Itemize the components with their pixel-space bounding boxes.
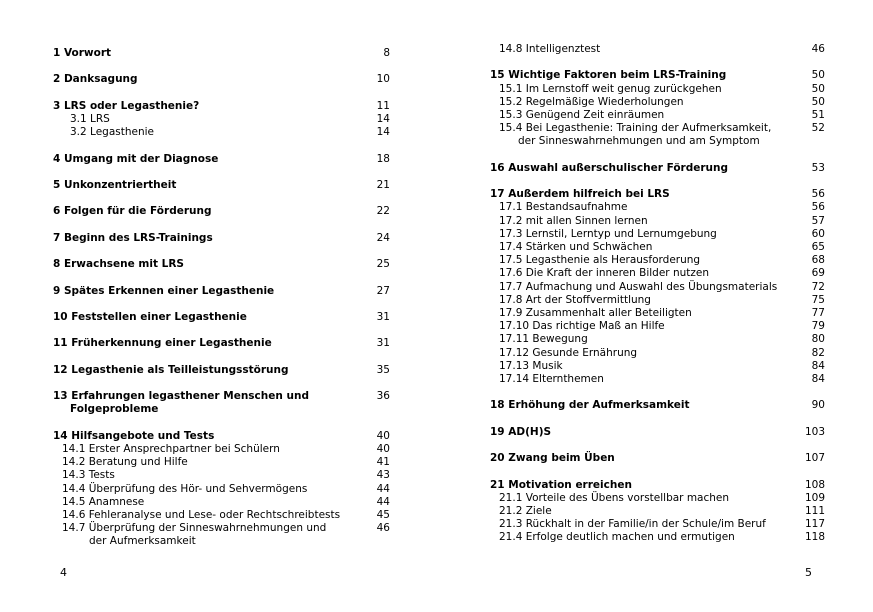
toc-entry bbox=[53, 258, 390, 271]
toc-entry-page: 111 bbox=[804, 505, 825, 517]
toc-entry-title: 3.1 LRS bbox=[70, 112, 110, 125]
toc-entry bbox=[53, 390, 390, 416]
toc-entry bbox=[53, 496, 390, 509]
toc-entry bbox=[490, 267, 825, 280]
page-number: 5 bbox=[805, 566, 812, 579]
toc-entry-title: 14.8 Intelligenztest bbox=[499, 43, 601, 55]
left-page bbox=[0, 0, 436, 612]
toc-entry-title: 1 Vorwort bbox=[53, 47, 112, 59]
toc-entry bbox=[53, 456, 390, 469]
toc-entry-page: 84 bbox=[811, 373, 825, 386]
toc-entry bbox=[53, 205, 390, 218]
toc-entry-title: 15.4 Bei Legasthenie: Training der Aufmerksamkeit, der Sinneswahrnehmungen und am Symptom bbox=[499, 122, 772, 148]
toc-entry-page: 31 bbox=[376, 310, 390, 323]
toc-entry-page: 41 bbox=[376, 456, 390, 469]
toc-entry-title: 21.2 Ziele bbox=[499, 505, 552, 517]
toc-entry-page: 40 bbox=[376, 442, 390, 455]
toc-entry-title: 3 LRS oder Legasthenie? bbox=[53, 99, 200, 112]
toc-entry-page: 84 bbox=[811, 359, 825, 372]
toc-entry bbox=[490, 254, 825, 267]
toc-entry-page: 82 bbox=[811, 346, 825, 359]
toc-entry-page: 46 bbox=[811, 43, 825, 55]
toc-entry-page: 22 bbox=[376, 205, 390, 218]
toc-entry bbox=[490, 479, 825, 492]
toc-entry bbox=[490, 83, 825, 96]
toc-entry-page: 50 bbox=[811, 69, 825, 82]
toc-entry-title: 11 Früherkennung einer Legasthenie bbox=[53, 337, 272, 350]
toc-entry-title: 19 AD(H)S bbox=[490, 425, 552, 438]
toc-entry-page: 25 bbox=[376, 258, 390, 271]
toc-entry bbox=[53, 126, 390, 139]
toc-entry-title: 21.3 Rückhalt in der Familie/in der Schule/im Beruf bbox=[499, 518, 766, 531]
toc-entry-title: 9 Spätes Erkennen einer Legasthenie bbox=[53, 284, 275, 297]
toc-entry bbox=[490, 122, 825, 148]
toc-entry bbox=[490, 162, 825, 175]
toc-entry bbox=[53, 47, 390, 60]
toc-entry-page: 79 bbox=[811, 320, 825, 333]
toc-entry-page: 53 bbox=[811, 161, 825, 174]
toc-entry-page: 14 bbox=[376, 126, 390, 139]
toc-entry-title: 20 Zwang beim Üben bbox=[490, 452, 615, 465]
toc-entry-title: 6 Folgen für die Förderung bbox=[53, 205, 212, 218]
toc-entry-page: 107 bbox=[804, 452, 825, 465]
toc-entry-title: 2 Danksagung bbox=[53, 73, 138, 86]
toc-entry bbox=[490, 109, 825, 122]
toc-entry-title: 17.5 Legasthenie als Herausforderung bbox=[499, 254, 701, 267]
toc-entry-title: 17.12 Gesunde Ernährung bbox=[499, 346, 638, 359]
toc-entry bbox=[53, 113, 390, 126]
toc-entry bbox=[490, 96, 825, 109]
toc-entry-page: 44 bbox=[376, 495, 390, 508]
toc-entry-page: 60 bbox=[811, 227, 825, 240]
toc-entry-title: 14.3 Tests bbox=[62, 469, 115, 482]
toc-entry-title: 14 Hilfsangebote und Tests bbox=[53, 429, 215, 442]
toc-entry bbox=[53, 443, 390, 456]
toc-entry-page: 31 bbox=[376, 337, 390, 350]
toc-entry-page: 10 bbox=[376, 73, 390, 86]
toc-entry-page: 24 bbox=[376, 231, 390, 244]
toc-entry-page: 8 bbox=[383, 47, 390, 59]
toc-entry-page: 35 bbox=[376, 363, 390, 376]
toc-entry-title: 17.9 Zusammenhalt aller Beteiligten bbox=[499, 307, 692, 320]
toc-entry-title: 15 Wichtige Faktoren beim LRS-Training bbox=[490, 69, 727, 82]
toc-entry-title: 13 Erfahrungen legasthener Menschen und Folgeprobleme bbox=[53, 390, 309, 416]
toc-entry-title: 15.3 Genügend Zeit einräumen bbox=[499, 109, 665, 121]
table-of-contents bbox=[490, 43, 825, 545]
toc-entry bbox=[490, 294, 825, 307]
toc-entry-title: 17.13 Musik bbox=[499, 359, 563, 372]
toc-entry-page: 44 bbox=[376, 482, 390, 495]
toc-entry-page: 50 bbox=[811, 82, 825, 95]
toc-entry-page: 80 bbox=[811, 333, 825, 346]
toc-entry bbox=[490, 531, 825, 544]
toc-entry bbox=[490, 399, 825, 412]
toc-entry bbox=[53, 100, 390, 113]
toc-entry-page: 69 bbox=[811, 267, 825, 280]
toc-entry-page: 77 bbox=[811, 307, 825, 320]
toc-entry-page: 11 bbox=[376, 99, 390, 112]
toc-entry-title: 10 Feststellen einer Legasthenie bbox=[53, 310, 247, 323]
toc-entry-page: 57 bbox=[811, 214, 825, 227]
toc-entry-title: 8 Erwachsene mit LRS bbox=[53, 258, 184, 271]
toc-entry bbox=[490, 188, 825, 201]
toc-entry bbox=[490, 43, 825, 56]
toc-entry bbox=[490, 452, 825, 465]
toc-entry bbox=[490, 492, 825, 505]
toc-entry-title: 14.7 Überprüfung der Sinneswahrnehmungen und der Aufmerksamkeit bbox=[62, 522, 327, 548]
toc-entry-page: 18 bbox=[376, 152, 390, 165]
toc-entry bbox=[53, 232, 390, 245]
toc-entry-page: 51 bbox=[811, 109, 825, 121]
toc-entry-title: 16 Auswahl außerschulischer Förderung bbox=[490, 161, 728, 174]
toc-entry-title: 17.4 Stärken und Schwächen bbox=[499, 241, 653, 253]
toc-entry-title: 17.14 Elternthemen bbox=[499, 373, 604, 386]
toc-entry bbox=[490, 215, 825, 228]
toc-entry-title: 15.1 Im Lernstoff weit genug zurückgehen bbox=[499, 82, 722, 95]
toc-entry-title: 17.8 Art der Stoffvermittlung bbox=[499, 293, 651, 306]
toc-entry-page: 50 bbox=[811, 95, 825, 108]
toc-entry-page: 56 bbox=[811, 201, 825, 214]
toc-entry bbox=[53, 483, 390, 496]
toc-entry bbox=[490, 69, 825, 82]
toc-entry bbox=[490, 241, 825, 254]
toc-entry-page: 36 bbox=[376, 390, 390, 403]
toc-entry-title: 17.2 mit allen Sinnen lernen bbox=[499, 214, 648, 227]
toc-entry bbox=[53, 509, 390, 522]
toc-entry bbox=[53, 469, 390, 482]
toc-entry bbox=[490, 426, 825, 439]
toc-entry-title: 5 Unkonzentriertheit bbox=[53, 178, 177, 191]
toc-entry-title: 17.7 Aufmachung und Auswahl des Übungsmaterials bbox=[499, 280, 778, 293]
toc-entry bbox=[490, 307, 825, 320]
toc-entry bbox=[490, 518, 825, 531]
toc-entry bbox=[490, 347, 825, 360]
toc-entry-page: 118 bbox=[804, 531, 825, 544]
toc-entry bbox=[490, 505, 825, 518]
toc-entry bbox=[490, 228, 825, 241]
toc-entry-title: 18 Erhöhung der Aufmerksamkeit bbox=[490, 399, 690, 412]
toc-entry-page: 109 bbox=[804, 491, 825, 504]
toc-entry-page: 117 bbox=[804, 518, 825, 531]
toc-entry-page: 27 bbox=[376, 284, 390, 297]
toc-entry-title: 3.2 Legasthenie bbox=[70, 126, 154, 139]
toc-entry-title: 21.1 Vorteile des Übens vorstellbar machen bbox=[499, 491, 730, 504]
toc-entry bbox=[490, 373, 825, 386]
toc-entry-title: 17 Außerdem hilfreich bei LRS bbox=[490, 188, 670, 201]
right-page bbox=[436, 0, 873, 612]
toc-entry-page: 72 bbox=[811, 280, 825, 293]
toc-entry-title: 14.1 Erster Ansprechpartner bei Schülern bbox=[62, 442, 280, 455]
toc-entry bbox=[490, 281, 825, 294]
toc-entry bbox=[53, 364, 390, 377]
toc-entry-title: 21 Motivation erreichen bbox=[490, 478, 632, 491]
toc-entry-page: 56 bbox=[811, 188, 825, 201]
toc-entry bbox=[53, 73, 390, 86]
toc-entry-title: 4 Umgang mit der Diagnose bbox=[53, 152, 219, 165]
toc-entry bbox=[53, 153, 390, 166]
toc-entry-page: 43 bbox=[376, 469, 390, 482]
page-number: 4 bbox=[60, 566, 67, 579]
toc-entry-title: 15.2 Regelmäßige Wiederholungen bbox=[499, 95, 684, 108]
toc-entry-page: 45 bbox=[376, 508, 390, 521]
toc-entry-page: 108 bbox=[804, 478, 825, 491]
toc-entry-title: 17.1 Bestandsaufnahme bbox=[499, 201, 628, 214]
table-of-contents bbox=[53, 47, 390, 549]
toc-entry bbox=[490, 333, 825, 346]
toc-entry bbox=[53, 179, 390, 192]
toc-entry-page: 14 bbox=[376, 112, 390, 125]
toc-entry-page: 65 bbox=[811, 241, 825, 253]
toc-entry bbox=[53, 430, 390, 443]
toc-entry-title: 14.2 Beratung und Hilfe bbox=[62, 456, 188, 469]
toc-entry-title: 17.10 Das richtige Maß an Hilfe bbox=[499, 320, 665, 333]
toc-entry bbox=[53, 311, 390, 324]
toc-entry-page: 103 bbox=[804, 425, 825, 438]
toc-entry bbox=[53, 337, 390, 350]
toc-entry bbox=[490, 320, 825, 333]
toc-entry bbox=[53, 522, 390, 548]
toc-entry-title: 14.4 Überprüfung des Hör- und Sehvermögens bbox=[62, 482, 308, 495]
toc-entry bbox=[490, 201, 825, 214]
toc-entry-page: 52 bbox=[811, 122, 825, 135]
toc-entry bbox=[490, 360, 825, 373]
toc-entry-page: 46 bbox=[376, 522, 390, 535]
toc-entry-title: 17.6 Die Kraft der inneren Bilder nutzen bbox=[499, 267, 709, 280]
toc-entry bbox=[53, 285, 390, 298]
toc-entry-title: 17.3 Lernstil, Lerntyp und Lernumgebung bbox=[499, 227, 717, 240]
toc-entry-page: 40 bbox=[376, 429, 390, 442]
toc-entry-title: 12 Legasthenie als Teilleistungsstörung bbox=[53, 363, 289, 376]
toc-entry-title: 7 Beginn des LRS-Trainings bbox=[53, 231, 213, 244]
toc-entry-page: 68 bbox=[811, 254, 825, 267]
toc-entry-title: 14.5 Anamnese bbox=[62, 495, 145, 508]
toc-entry-title: 14.6 Fehleranalyse und Lese- oder Rechtschreibtests bbox=[62, 508, 341, 521]
toc-entry-title: 21.4 Erfolge deutlich machen und ermutigen bbox=[499, 531, 735, 544]
toc-entry-title: 17.11 Bewegung bbox=[499, 333, 588, 346]
toc-entry-page: 21 bbox=[376, 178, 390, 191]
toc-entry-page: 90 bbox=[811, 399, 825, 412]
toc-entry-page: 75 bbox=[811, 293, 825, 306]
